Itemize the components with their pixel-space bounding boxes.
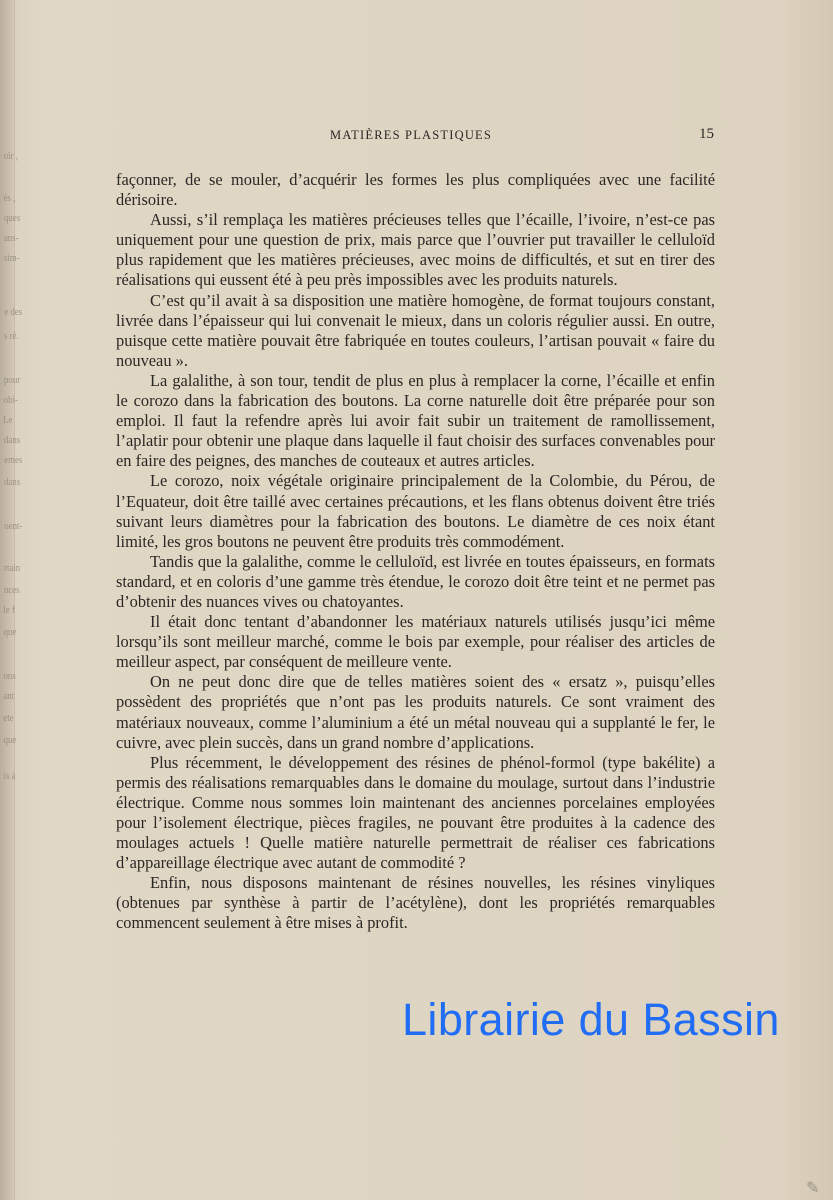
paragraph: Enfin, nous disposons maintenant de résines nouvelles, les résines vinyliques (obtenues par synthèse à partir de l’acétylène), dont les propriétés remarquables commencent seulement à être mises à profit. — [116, 873, 715, 933]
paragraph: Le corozo, noix végétale originaire principalement de la Colombie, du Pérou, de l’Equateur, doit être taillé avec certaines précautions, et les flans obtenus doivent être triés suivant leurs diamètres pour la fabrication des boutons. Le diamètre de ces noix étant limité, les gros boutons ne peuvent être produits très commodément. — [116, 471, 715, 551]
bleed-fragment: oir , — [3, 150, 18, 162]
bleed-fragment: que — [3, 734, 17, 746]
bleed-fragment: s ré. — [3, 330, 19, 342]
corner-logo-icon: ✎ — [806, 1178, 820, 1197]
bleed-fragment: ques — [4, 212, 21, 224]
margin-bleed-through — [2, 150, 23, 1130]
bleed-fragment: nces — [3, 584, 20, 596]
paragraph: On ne peut donc dire que de telles matières soient des « ersatz », puisqu’elles possèdent des propriétés que n’ont pas les produits naturels. Ce sont vraiment des matériaux nouveaux, comme l’aluminium a été un métal nouveau qui a supplanté le fer, le cuivre, avec plein succès, dans un grand nombre d’applications. — [116, 672, 715, 752]
bleed-fragment: ons — [3, 670, 16, 682]
bleed-fragment: dans — [4, 434, 21, 446]
paragraph: La galalithe, à son tour, tendit de plus en plus à remplacer la corne, l’écaille et enfin le corozo dans la fabrication des boutons. La corne naturelle doit être préparée pour son emploi. Il faut la refendre après lui avoir fait subir un traitement de ramollissement, l’aplatir pour obtenir une plaque dans laquelle il faut choisir des surfaces convenables pour en faire des peignes, des manches de couteaux et autres articles. — [116, 370, 715, 471]
bleed-fragment: oent- — [4, 520, 23, 532]
page-header — [116, 128, 716, 150]
paragraph: C’est qu’il avait à sa disposition une matière homogène, de format toujours constant, livrée dans l’épaisseur qui lui convenait le mieux, dans un coloris régulier aussi. En outre, puisque cette matière pouvait être fabriquée en toutes couleurs, l’artisan pouvait « faire du nouveau ». — [116, 290, 715, 370]
bleed-fragment: emes — [4, 454, 23, 466]
bleed-fragment: dans — [4, 476, 21, 488]
bleed-fragment: que — [3, 626, 17, 638]
bleed-fragment: is à — [3, 770, 16, 782]
bleed-fragment: ant — [3, 690, 15, 702]
watermark: Librairie du Bassin — [402, 994, 780, 1045]
bleed-fragment: ans- — [3, 232, 19, 244]
paragraph: Il était donc tentant d’abandonner les matériaux naturels utilisés jusqu’ici même lorsqu’ils sont meilleur marché, comme le bois par exemple, pour réaliser des articles de meilleur aspect, par conséquent de meilleure vente. — [116, 612, 715, 672]
body-text — [116, 170, 715, 934]
bleed-fragment: le f — [3, 604, 15, 616]
paragraph: Plus récemment, le développement des résines de phénol-formol (type bakélite) a permis des réalisations remarquables dans le domaine du moulage, surtout dans l’industrie électrique. Comme nous sommes loin maintenant des anciennes porcelaines employées pour l’isolement électrique, pièces fragiles, ne pouvant être produites à la cadence des moulages actuels ! Quelle matière naturelle permettrait de réaliser ces fabrications d’appareillage électrique avec autant de commodité ? — [116, 752, 715, 873]
bleed-fragment: e des — [4, 306, 23, 318]
bleed-fragment: obi- — [3, 394, 18, 406]
bleed-fragment: ès , — [3, 192, 16, 204]
paragraph: Tandis que la galalithe, comme le celluloïd, est livrée en toutes épaisseurs, en formats standard, et en coloris d’une gamme très étendue, le corozo doit être teint et ne permet pas d’obtenir des nuances vives ou chatoyantes. — [116, 551, 715, 611]
bleed-fragment: rtain — [4, 562, 21, 574]
paragraph: Aussi, s’il remplaça les matières précieuses telles que l’écaille, l’ivoire, n’est-ce pas uniquement pour une question de prix, mais parce que l’ouvrier put travailler le celluloïd plus rapidement que les matières précieuses, avec moins de difficultés, et sut en tirer des réalisations qui eussent été à peu près impossibles avec les produits naturels. — [116, 210, 715, 290]
bleed-fragment: pour — [4, 374, 21, 386]
page-number: 15 — [699, 126, 714, 142]
bleed-fragment: Le — [3, 414, 13, 426]
running-title: MATIÈRES PLASTIQUES — [330, 128, 493, 142]
bleed-fragment: sim- — [3, 252, 20, 264]
bleed-fragment: ete — [3, 712, 14, 724]
paragraph: façonner, de se mouler, d’acquérir les formes les plus compliquées avec une facilité dérisoire. — [116, 170, 715, 210]
